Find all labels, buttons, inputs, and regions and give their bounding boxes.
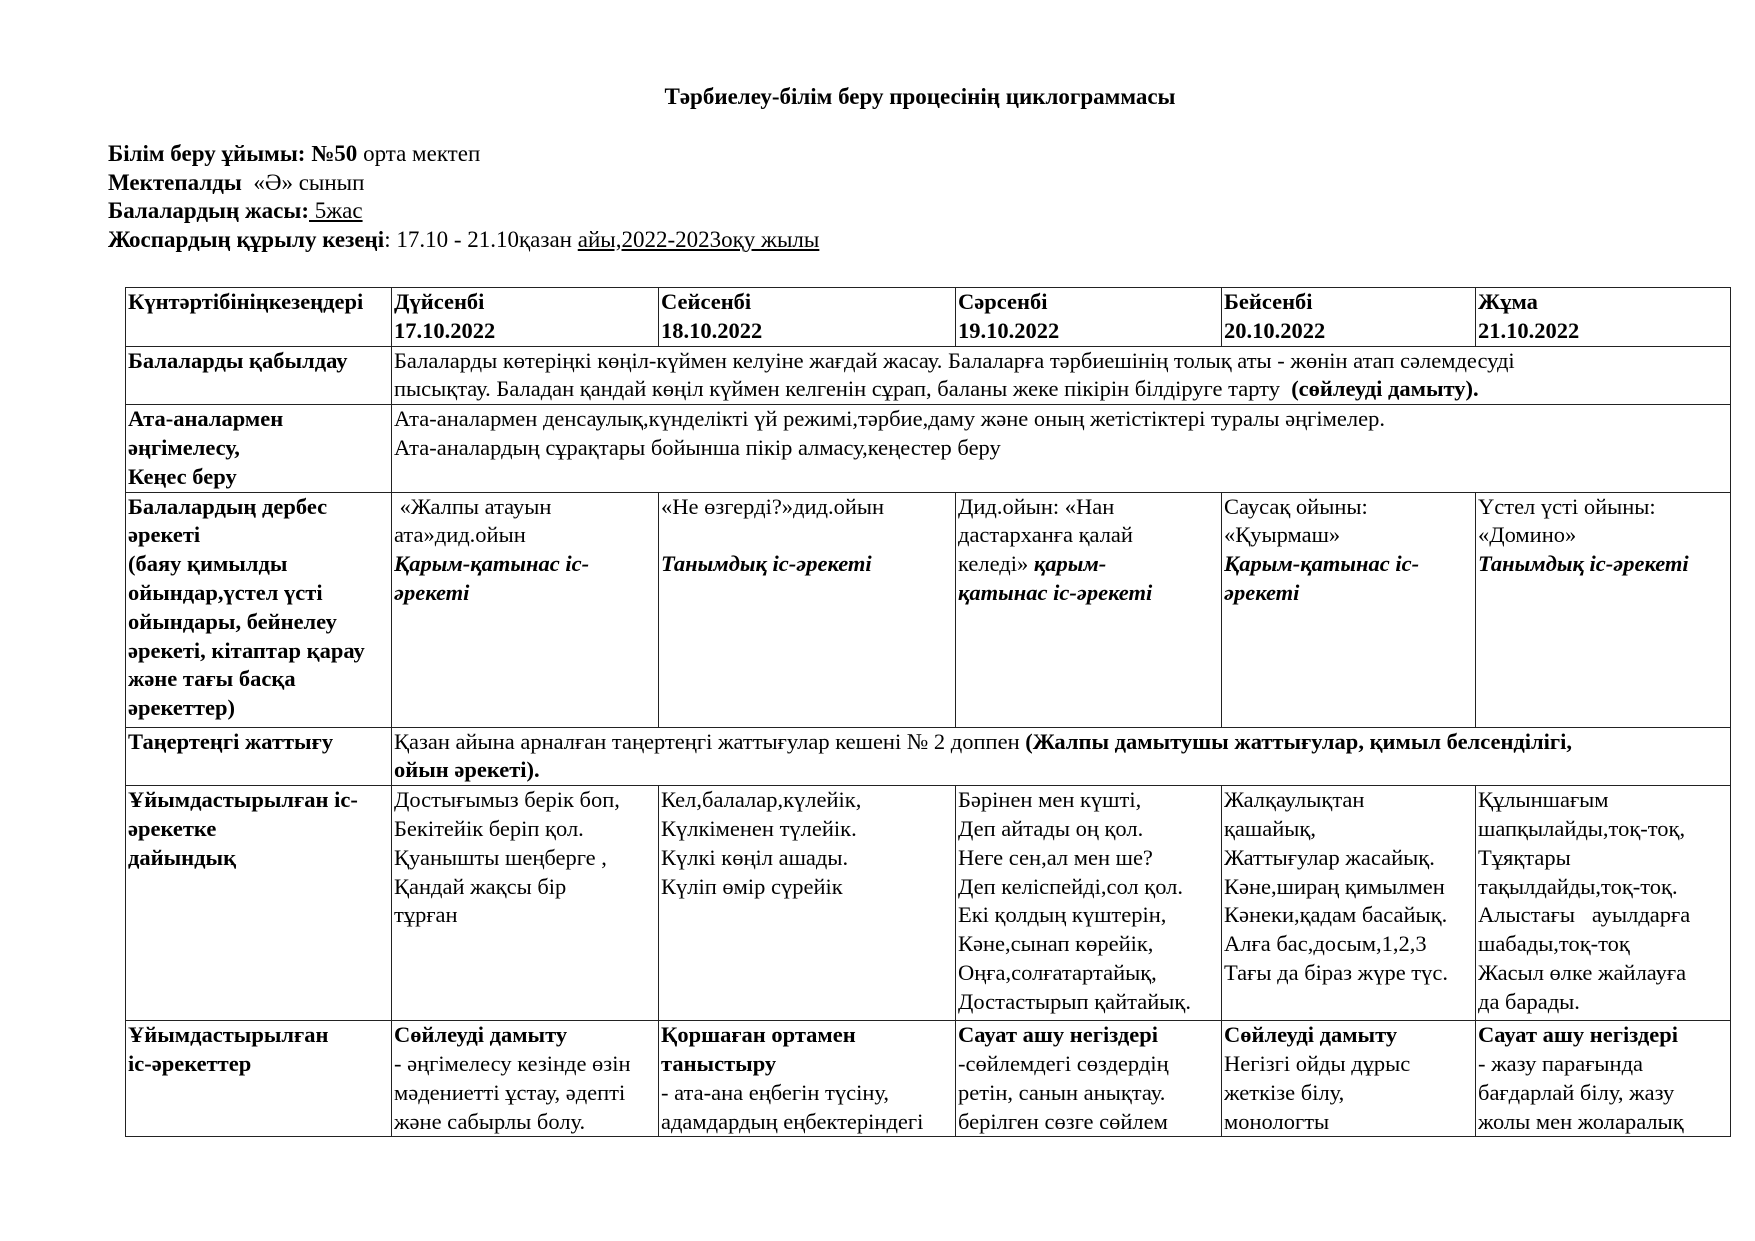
- stage-parents: Ата-аналармен әңгімелесу, Кеңес беру: [126, 405, 392, 492]
- organized-thu: Сөйлеуді дамыту Негізгі ойды дұрыс жеткізе білу, монологты: [1222, 1021, 1476, 1137]
- table-row-prep: [126, 786, 1731, 1021]
- header-day-tue: Сейсенбі 18.10.2022: [659, 288, 956, 347]
- organized-tue: Қоршаған ортамен таныстыру - ата-ана еңбегін түсіну, адамдардың еңбектеріндегі: [659, 1021, 956, 1137]
- period-value: : 17.10 - 21.10қазан: [384, 226, 578, 252]
- org-value: орта мектеп: [357, 141, 481, 166]
- group-label: Мектепалды: [108, 169, 242, 195]
- independent-fri: Үстел үсті ойыны: «Домино» Танымдық іс-әрекеті: [1476, 492, 1731, 727]
- prep-mon: Достығымыз берік боп, Бекітейік беріп қол. Қуанышты шеңберге , Қандай жақсы бір тұрған: [392, 786, 659, 1021]
- parents-text: Ата-аналармен денсаулық,күнделікті үй режимі,тәрбие,даму және оның жетістіктері туралы әңгімелер. Ата-аналардың сұрақтары бойынша пікір алмасу,кеңестер беру: [392, 405, 1731, 492]
- cyclogram-table: [125, 287, 1731, 1137]
- stage-morning: Таңертеңгі жаттығу: [126, 727, 392, 786]
- stage-independent: Балалардың дербес әрекеті (баяу қимылды ойындар,үстел үсті ойындары, бейнелеу әрекеті, кітаптар қарау және тағы басқа әрекеттер): [126, 492, 392, 727]
- stage-reception: Балаларды қабылдау: [126, 346, 392, 405]
- header-day-fri: Жұма 21.10.2022: [1476, 288, 1731, 347]
- stage-prep: Ұйымдастырылған іс- әрекетке дайындық: [126, 786, 392, 1021]
- org-label: Білім беру ұйымы: №50: [108, 141, 358, 166]
- table-row-reception: [126, 346, 1731, 405]
- header-day-wed: Сәрсенбі 19.10.2022: [956, 288, 1222, 347]
- organized-wed: Сауат ашу негіздері -сөйлемдегі сөздердің ретін, санын анықтау. берілген сөзге сөйлем: [956, 1021, 1222, 1137]
- table-row-parents: [126, 405, 1731, 492]
- period-row: [108, 226, 819, 255]
- group-value: «Ә» сынып: [241, 169, 365, 195]
- reception-text: Балаларды көтеріңкі көңіл-күймен келуіне жағдай жасау. Балаларға тәрбиешінің толық аты - жөнін атап сәлемдесуді пысықтау. Баладан қандай көңіл күймен келгенін сұрап, баланы жеке пікірін білдіруге тарту (сөйлеуді дамыту).: [392, 346, 1731, 405]
- table-row-organized: [126, 1021, 1731, 1137]
- header-day-thu: Бейсенбі 20.10.2022: [1222, 288, 1476, 347]
- prep-thu: Жалқаулықтан қашайық, Жаттығулар жасайық. Кәне,шираң қимылмен Кәнеки,қадам басайық. Алға бас,досым,1,2,3 Тағы да біраз жүре түс.: [1222, 786, 1476, 1021]
- period-label: Жоспардың құрылу кезеңі: [108, 226, 385, 252]
- independent-thu: Саусақ ойыны: «Қуырмаш» Қарым-қатынас іс- әрекеті: [1222, 492, 1476, 727]
- age-value: 5жас: [309, 198, 363, 223]
- table-row-morning: [126, 727, 1731, 786]
- header-day-mon: Дүйсенбі 17.10.2022: [392, 288, 659, 347]
- document-meta: [108, 140, 819, 254]
- morning-text: Қазан айына арналған таңертеңгі жаттығулар кешені № 2 доппен (Жалпы дамытушы жаттығулар, қимыл белсенділігі, ойын әрекеті).: [392, 727, 1731, 786]
- age-label: Балалардың жасы:: [108, 198, 310, 223]
- independent-tue: «Не өзгерді?»дид.ойын Танымдық іс-әрекеті: [659, 492, 956, 727]
- table-header-row: [126, 288, 1731, 347]
- prep-wed: Бәрінен мен күшті, Деп айтады оң қол. Неге сен,ал мен ше? Деп келіспейді,сол қол. Екі қолдың күштерін, Кәне,сынап көрейік, Оңға,солғатартайық, Достастырып қайтайық.: [956, 786, 1222, 1021]
- independent-mon: «Жалпы атауын ата»дид.ойын Қарым-қатынас іс- әрекеті: [392, 492, 659, 727]
- prep-fri: Құлыншағым шапқылайды,тоқ-тоқ, Тұяқтары тақылдайды,тоқ-тоқ. Алыстағы ауылдарға шабады,тоқ-тоқ Жасыл өлке жайлауға да барады.: [1476, 786, 1731, 1021]
- independent-wed: Дид.ойын: «Нан дастарханға қалай келеді» қарым- қатынас іс-әрекеті: [956, 492, 1222, 727]
- table-row-independent: [126, 492, 1731, 727]
- header-stage: Күнтәртібініңкезеңдері: [126, 288, 392, 347]
- age-row: [108, 197, 819, 226]
- prep-tue: Кел,балалар,күлейік, Күлкіменен түлейік. Күлкі көңіл ашады. Күліп өмір сүрейік: [659, 786, 956, 1021]
- page-title: Тәрбиелеу-білім беру процесінің циклограммасы: [664, 84, 1176, 109]
- period-value-underlined: айы,2022-2023оқу жылы: [577, 226, 820, 252]
- group-row: [108, 169, 819, 198]
- org-row: [108, 140, 819, 169]
- stage-organized: Ұйымдастырылған іс-әрекеттер: [126, 1021, 392, 1137]
- organized-mon: Сөйлеуді дамыту - әңгімелесу кезінде өзін мәдениетті ұстау, әдепті және сабырлы болу.: [392, 1021, 659, 1137]
- organized-fri: Сауат ашу негіздері - жазу парағында бағдарлай білу, жазу жолы мен жоларалық: [1476, 1021, 1731, 1137]
